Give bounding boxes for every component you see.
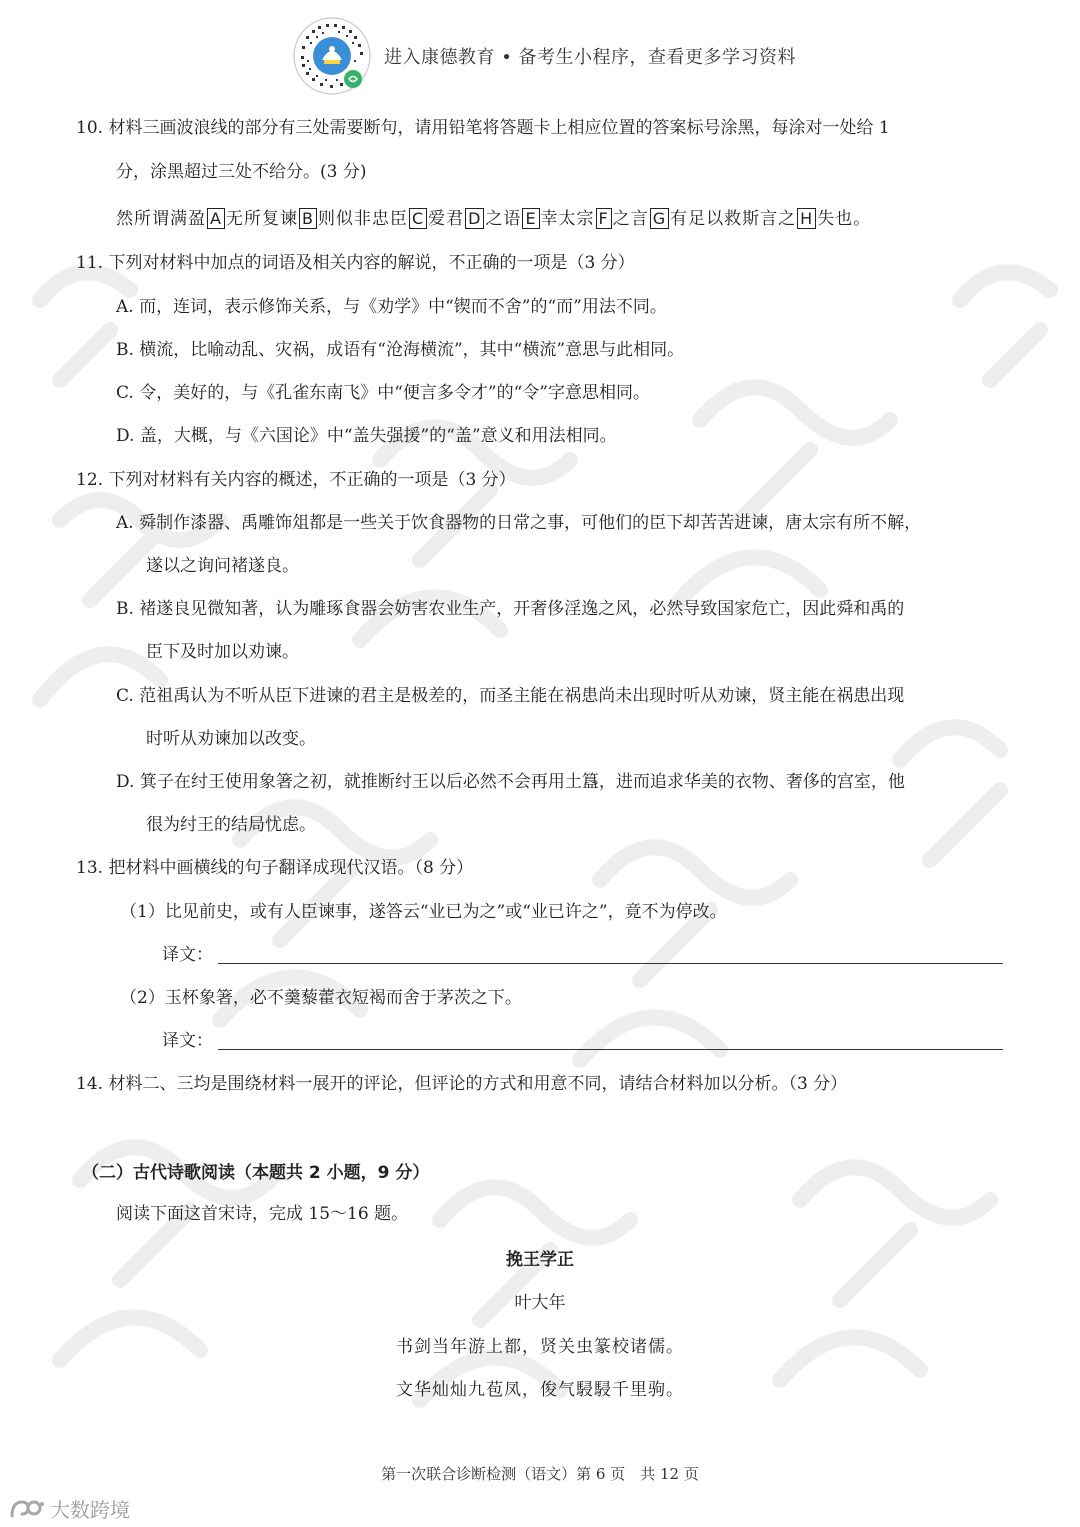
q10-segment: 之言 <box>612 209 649 229</box>
q10-segment: 无所复谏 <box>225 209 298 229</box>
q11-stem: 11. 下列对材料中加点的词语及相关内容的解说，不正确的一项是（3 分） <box>76 253 635 273</box>
q10-segment: 然所谓满盈 <box>116 209 206 229</box>
answer-box-d[interactable]: D <box>465 208 484 229</box>
poem-title: 挽王学正 <box>506 1250 574 1270</box>
q12-option-c-line2: 时听从劝谏加以改变。 <box>146 729 316 749</box>
answer-box-b[interactable]: B <box>299 208 317 229</box>
brand-logo-icon <box>8 1496 46 1522</box>
section-intro: 阅读下面这首宋诗，完成 15～16 题。 <box>116 1204 409 1224</box>
q12-option-a-line2: 遂以之询问褚遂良。 <box>146 556 299 576</box>
q13-translation-label-1: 译文： <box>162 945 213 965</box>
q14-stem: 14. 材料二、三均是围绕材料一展开的评论，但评论的方式和用意不同，请结合材料加以分析。（3 分） <box>76 1074 848 1094</box>
qr-code-icon <box>292 16 372 96</box>
q10-sentence <box>116 207 871 231</box>
answer-box-f[interactable]: F <box>596 208 612 229</box>
answer-box-a[interactable]: A <box>207 208 225 229</box>
poem-author: 叶大年 <box>514 1293 566 1313</box>
page-footer: 第一次联合诊断检测（语文）第 6 页 共 12 页 <box>381 1465 699 1483</box>
page-header <box>292 14 796 98</box>
q13-translation-label-2: 译文： <box>162 1031 213 1051</box>
poem-line-2: 文华灿灿九苞凤，俊气駸駸千里驹。 <box>396 1380 684 1400</box>
q10-stem-line1: 10. 材料三画波浪线的部分有三处需要断句，请用铅笔将答题卡上相应位置的答案标号涂黑，每涂对一处给 1 <box>76 118 890 138</box>
q10-segment: 失也。 <box>817 209 872 229</box>
q12-option-b-line1: B. 褚遂良见微知著，认为雕琢食器会妨害农业生产，开奢侈淫逸之风，必然导致国家危亡，因此舜和禹的 <box>116 599 905 619</box>
mini-program-qr-code[interactable] <box>292 16 372 96</box>
q12-option-a-line1: A. 舜制作漆器、禹雕饰俎都是一些关于饮食器物的日常之事，可他们的臣下却苦苦进谏，唐太宗有所不解， <box>116 513 922 533</box>
answer-box-e[interactable]: E <box>522 208 539 229</box>
q10-segment: 幸太宗 <box>540 209 595 229</box>
q13-translation-field-1[interactable] <box>218 963 1003 964</box>
q11-option-b: B. 横流，比喻动乱、灾祸，成语有“沧海横流”，其中“横流”意思与此相同。 <box>116 340 685 360</box>
q12-stem: 12. 下列对材料有关内容的概述，不正确的一项是（3 分） <box>76 470 516 490</box>
brand-watermark <box>8 1494 130 1523</box>
q13-sentence-1: （1）比见前史，或有人臣谏事，遂答云“业已为之”或“业已许之”，竟不为停改。 <box>120 902 727 922</box>
q13-translation-field-2[interactable] <box>218 1049 1003 1050</box>
q12-option-b-line2: 臣下及时加以劝谏。 <box>146 642 299 662</box>
q10-stem-line2: 分，涂黑超过三处不给分。(3 分) <box>116 162 367 182</box>
section-title: （二）古代诗歌阅读（本题共 2 小题，9 分） <box>82 1163 430 1183</box>
answer-box-h[interactable]: H <box>797 208 816 229</box>
q10-segment: 则似非忠臣 <box>317 209 408 229</box>
answer-box-c[interactable]: C <box>409 208 427 229</box>
q10-segment: 爱君 <box>428 209 465 229</box>
q11-option-d: D. 盖，大概，与《六国论》中“盖失强援”的“盖”意义和用法相同。 <box>116 426 617 446</box>
q11-option-a: A. 而，连词，表示修饰关系，与《劝学》中“锲而不舍”的“而”用法不同。 <box>116 297 667 317</box>
q10-segment: 有足以救斯言之 <box>670 209 797 229</box>
answer-box-g[interactable]: G <box>650 208 669 229</box>
poem-line-1: 书剑当年游上都，贤关虫篆校诸儒。 <box>396 1337 684 1357</box>
brand-name: 大数跨境 <box>50 1498 130 1522</box>
q12-option-d-line2: 很为纣王的结局忧虑。 <box>146 815 316 835</box>
q12-option-d-line1: D. 箕子在纣王使用象箸之初，就推断纣王以后必然不会再用土簋，进而追求华美的衣物、奢侈的宫室，他 <box>116 772 905 792</box>
q12-option-c-line1: C. 范祖禹认为不听从臣下进谏的君主是极差的，而圣主能在祸患尚未出现时听从劝谏，贤主能在祸患出现 <box>116 686 905 706</box>
q10-segment: 之语 <box>485 209 522 229</box>
q11-option-c: C. 令，美好的，与《孔雀东南飞》中“便言多令才”的“令”字意思相同。 <box>116 383 650 403</box>
q13-sentence-2: （2）玉杯象箸，必不羹藜藿衣短褐而舍于茅茨之下。 <box>120 988 522 1008</box>
header-promo-text: 进入康德教育 • 备考生小程序，查看更多学习资料 <box>384 47 797 68</box>
q13-stem: 13. 把材料中画横线的句子翻译成现代汉语。（8 分） <box>76 858 474 878</box>
